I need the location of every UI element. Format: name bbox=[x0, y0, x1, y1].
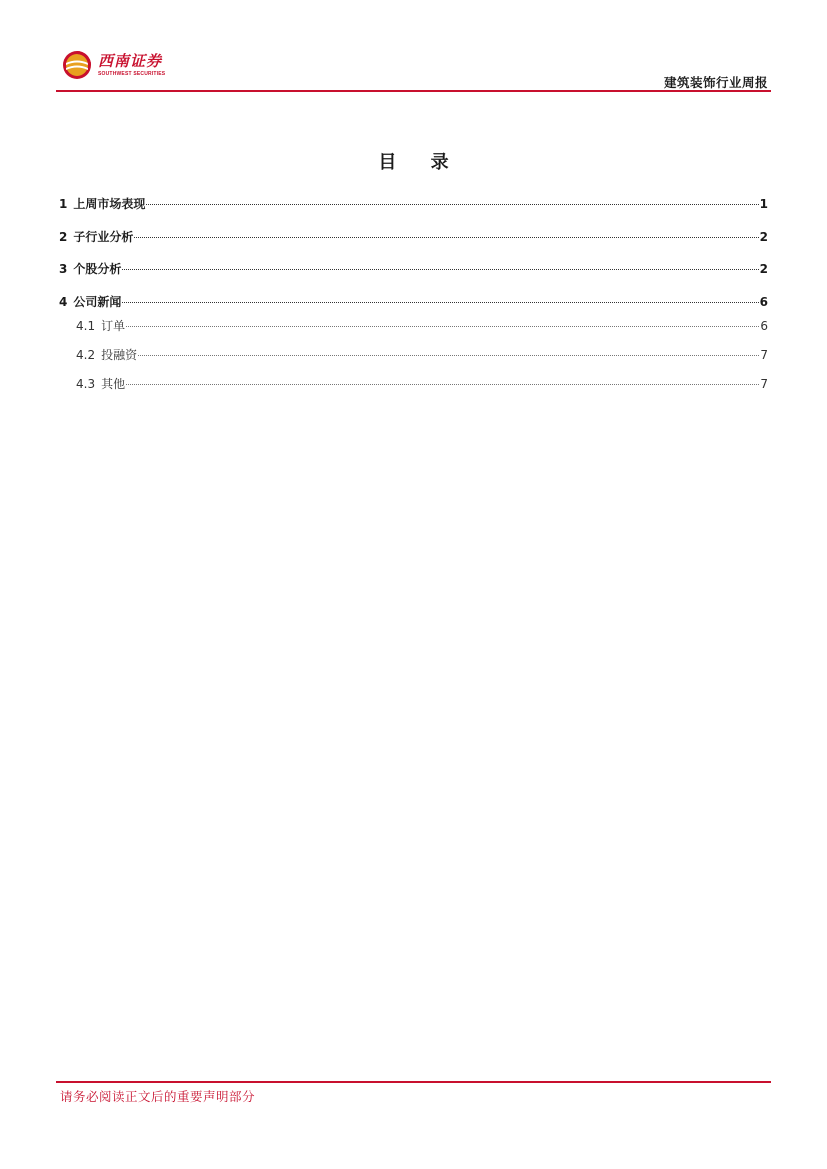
toc-dot-leader bbox=[122, 302, 758, 303]
toc-entry-investment-financing[interactable] bbox=[59, 346, 768, 375]
toc-entry-other[interactable] bbox=[59, 375, 768, 404]
logo-english-name: SOUTHWEST SECURITIES bbox=[98, 70, 166, 77]
toc-entry-page: 7 bbox=[760, 348, 768, 363]
table-of-contents bbox=[59, 191, 768, 403]
toc-entry-label: 个股分析 bbox=[73, 262, 122, 277]
toc-entry-number: 4.1 bbox=[76, 319, 96, 334]
company-logo bbox=[62, 50, 165, 80]
toc-entry-number: 4 bbox=[59, 294, 68, 309]
report-name: 建筑装饰行业周报 bbox=[663, 75, 768, 90]
toc-dot-leader bbox=[138, 355, 759, 356]
toc-entry-page: 7 bbox=[760, 376, 768, 391]
page-header bbox=[56, 48, 771, 92]
toc-entry-label: 子行业分析 bbox=[73, 229, 134, 244]
toc-entry-label: 订单 bbox=[101, 319, 126, 334]
toc-entry-number: 4.2 bbox=[76, 348, 96, 363]
toc-dot-leader bbox=[146, 204, 758, 205]
southwest-securities-logo-icon bbox=[62, 50, 92, 80]
toc-entry-orders[interactable] bbox=[59, 317, 768, 346]
toc-entry-page: 6 bbox=[759, 294, 768, 309]
toc-entry-label: 投融资 bbox=[101, 348, 138, 363]
toc-entry-market-performance[interactable] bbox=[59, 191, 768, 224]
toc-entry-sub-industry-analysis[interactable] bbox=[59, 224, 768, 257]
toc-entry-label: 公司新闻 bbox=[73, 294, 122, 309]
toc-entry-page: 2 bbox=[759, 229, 768, 244]
footer-divider bbox=[56, 1081, 771, 1083]
toc-entry-page: 6 bbox=[760, 319, 768, 334]
toc-entry-label: 上周市场表现 bbox=[73, 197, 146, 211]
toc-entry-page: 1 bbox=[759, 197, 768, 211]
toc-entry-number: 2 bbox=[59, 229, 68, 244]
toc-entry-number: 1 bbox=[59, 197, 68, 211]
toc-entry-number: 3 bbox=[59, 262, 68, 277]
toc-entry-label: 其他 bbox=[101, 376, 126, 391]
toc-dot-leader bbox=[126, 384, 759, 385]
footer-disclaimer: 请务必阅读正文后的重要声明部分 bbox=[60, 1089, 256, 1104]
toc-entry-number: 4.3 bbox=[76, 376, 96, 391]
logo-text bbox=[98, 51, 166, 77]
toc-dot-leader bbox=[134, 237, 758, 238]
toc-dot-leader bbox=[126, 326, 759, 327]
toc-entry-stock-analysis[interactable] bbox=[59, 256, 768, 289]
toc-dot-leader bbox=[122, 269, 758, 270]
logo-chinese-name: 西南证券 bbox=[98, 51, 163, 70]
toc-title: 目 录 bbox=[378, 152, 463, 173]
header-divider bbox=[56, 90, 771, 92]
toc-entry-page: 2 bbox=[759, 262, 768, 277]
